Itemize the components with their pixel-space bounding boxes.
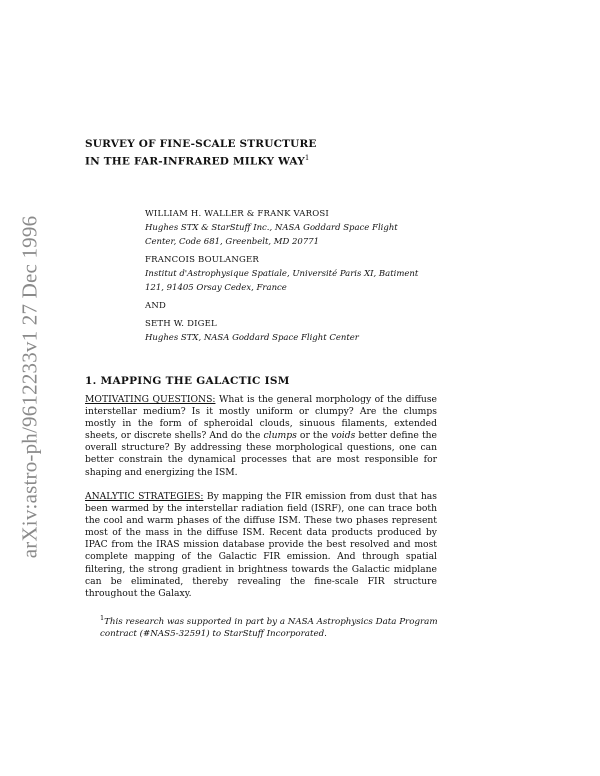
title-line-2: IN THE FAR-INFRARED MILKY WAY$^1$ [85,154,310,168]
author-names-3: SETH W. DIGEL [145,319,217,329]
footnote-text: This research was supported in part by a NASA Astrophysics Data Program contract (#NAS5-32591) to StarStuff Incorporated. [100,616,438,639]
paragraph-lead: MOTIVATING QUESTIONS: [85,394,216,405]
author-names-1: WILLIAM H. WALLER & FRANK VAROSI [145,209,329,219]
author-affiliation: Institut d'Astrophysique Spatiale, Université Paris XI, Batiment [145,269,419,279]
paragraph-text: By mapping the FIR emission from dust that has been warmed by the interstellar radiation field (ISRF), one can trace both the cool and warm phases of the diffuse ISM. These two phases represent most of the mass in the diffuse ISM. Recent data products produced by IPAC from the IRAS mission database provide the best resolved and most complete mapping of the Galactic FIR emission. And through spatial filtering, the strong gradient in brightness towards the Galactic midplane can be eliminated, thereby revealing the fine-scale FIR structure throughout the Galaxy. [85,491,437,599]
author-names-2: FRANCOIS BOULANGER [145,255,259,265]
paragraph-motivating-questions [85,394,437,479]
title-line-1: SURVEY OF FINE-SCALE STRUCTURE [85,138,317,150]
title-footnote-mark: 1 [304,154,310,162]
author-block [145,207,445,345]
author-affiliation: Center, Code 681, Greenbelt, MD 20771 [145,237,320,247]
paragraph-analytic-strategies [85,491,437,600]
emphasis-voids: voids [331,430,356,442]
paragraph-text: or the [296,430,332,442]
paragraph-lead: ANALYTIC STRATEGIES: [85,491,204,502]
emphasis-clumps: clumps [263,430,297,442]
footnote-mark: 1 [100,614,105,622]
footnote [100,612,438,640]
section-heading: 1. MAPPING THE GALACTIC ISM [85,375,290,387]
author-affiliation: Hughes STX & StarStuff Inc., NASA Goddard Space Flight [145,223,398,233]
arxiv-id: arXiv:astro-ph/9612233v1 27 Dec 1996 [17,215,42,559]
author-affiliation: Hughes STX, NASA Goddard Space Flight Center [145,333,359,343]
paragraph-text: better define the overall structure? By addressing these morphological questions, one can better constrain the dynamical processes that are most responsible for shaping and energizing the ISM. [85,430,437,478]
paragraph-text: What is the general morphology of the diffuse interstellar medium? Is it mostly uniform or clumpy? Are the clumps mostly in the form of spheroidal clouds, sinuous filaments, extended sheets, or discrete shells? And do the [85,394,437,442]
author-conjunction: AND [145,301,166,311]
arxiv-sidebar-stamp [10,192,50,582]
author-affiliation: 121, 91405 Orsay Cedex, France [145,283,287,293]
paper-title [85,137,317,169]
